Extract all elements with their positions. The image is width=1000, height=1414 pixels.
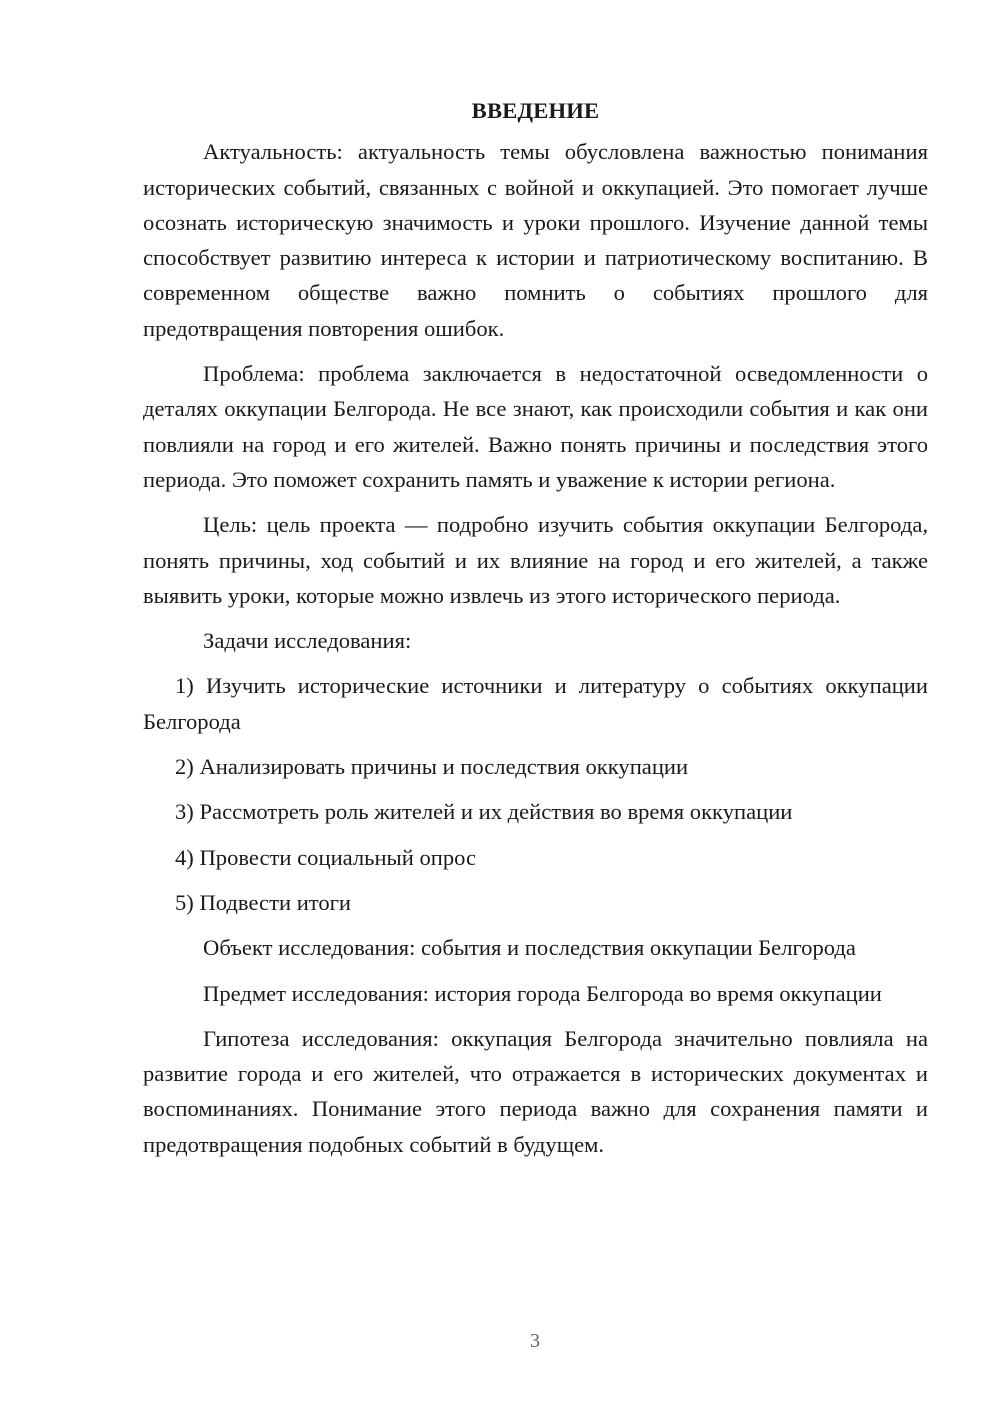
section-title: ВВЕДЕНИЕ <box>471 98 600 123</box>
subject-paragraph: Предмет исследования: история города Белгорода во время оккупации <box>203 980 882 1006</box>
relevance-paragraph: Актуальность: актуальность темы обусловлена важностью понимания исторических событий, связанных с войной и оккупацией. Это помогает лучше осознать историческую значимость и уроки прошлого. Изучение данной темы способствует развитию интереса к истории и патриотическому воспитанию. В современном обществе важно помнить о событиях прошлого для предотвращения повторения ошибок. <box>143 139 928 341</box>
tasks-heading: Задачи исследования: <box>203 628 412 654</box>
page-number: 3 <box>530 1330 540 1352</box>
task-item: 1) Изучить исторические источники и литературу о событиях оккупации Белгорода <box>143 673 928 734</box>
task-item: 3) Рассмотреть роль жителей и их действия во время оккупации <box>175 799 793 825</box>
page-content <box>143 93 928 1172</box>
tasks-list <box>143 668 928 920</box>
task-item: 5) Подвести итоги <box>175 889 352 915</box>
object-paragraph: Объект исследования: события и последствия оккупации Белгорода <box>203 935 856 961</box>
task-item: 4) Провести социальный опрос <box>175 844 477 870</box>
task-item: 2) Анализировать причины и последствия оккупации <box>175 754 689 780</box>
goal-paragraph: Цель: цель проекта — подробно изучить события оккупации Белгорода, понять причины, ход событий и их влияние на город и его жителей, а также выявить уроки, которые можно извлечь из этого исторического периода. <box>143 512 928 608</box>
hypothesis-paragraph: Гипотеза исследования: оккупация Белгорода значительно повлияла на развитие города и его жителей, что отражается в исторических документах и воспоминаниях. Понимание этого периода важно для сохранения памяти и предотвращения подобных событий в будущем. <box>143 1025 928 1157</box>
problem-paragraph: Проблема: проблема заключается в недостаточной осведомленности о деталях оккупации Белгорода. Не все знают, как происходили события и как они повлияли на город и его жителей. Важно понять причины и последствия этого периода. Это поможет сохранить память и уважение к истории региона. <box>143 361 928 492</box>
